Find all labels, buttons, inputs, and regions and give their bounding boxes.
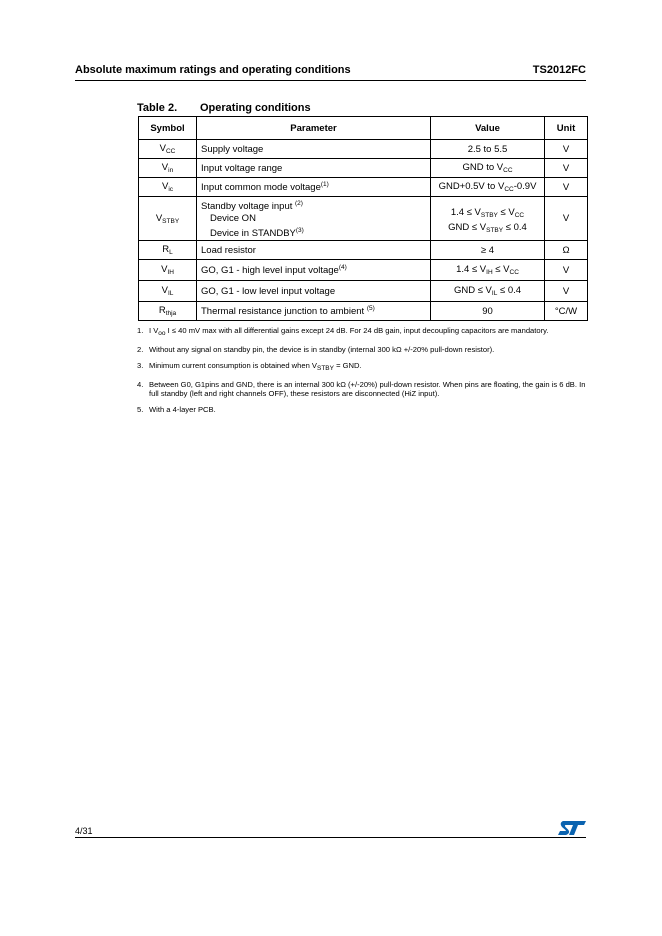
table-caption	[137, 102, 311, 114]
unit-cell: V	[545, 197, 588, 241]
unit-cell: V	[545, 260, 588, 281]
page-number: 4/31	[75, 826, 93, 836]
table-row-vcc	[139, 140, 588, 159]
value-cell: ≥ 4	[431, 241, 545, 260]
header-rule	[75, 80, 586, 81]
table-number: Table 2.	[137, 102, 178, 114]
symbol-cell: $V_{in}$	[139, 159, 197, 178]
operating-conditions-table	[138, 116, 588, 321]
table-row-vic	[139, 178, 588, 197]
symbol-cell: $V_{ic}$	[139, 178, 197, 197]
value-cell: GND+0.5V to $V_{CC}-0.9V$	[431, 178, 545, 197]
symbol-cell: $V_{IL}$	[139, 281, 197, 302]
table-row-vstby	[139, 197, 588, 241]
unit-cell: °C/W	[545, 302, 588, 321]
parameter-cell: Supply voltage	[197, 140, 431, 159]
parameter-cell: Input common mode voltage$^{(1)}$	[197, 178, 431, 197]
symbol-cell: $R_{thja}$	[139, 302, 197, 321]
symbol-cell: $R_L$	[139, 241, 197, 260]
footnote-4: 4. Between G0, G1pins and GND, there is an internal 300 kΩ (+/-20%) pull-down resistor. When pins are floating, the gain is 6 dB. In full standby (left and right channels OFF), these resistors are disconnected (HiZ input).	[137, 380, 586, 398]
footnote-3: 3. Minimum current consumption is obtained when $V_{STBY}$ = GND.	[137, 361, 362, 372]
table-title: Operating conditions	[200, 102, 311, 114]
table-row-vih	[139, 260, 588, 281]
table-row-rthja	[139, 302, 588, 321]
section-title: Absolute maximum ratings and operating conditions	[75, 64, 351, 76]
symbol-cell: $V_{CC}$	[139, 140, 197, 159]
col-header-value: Value	[431, 117, 545, 140]
unit-cell: V	[545, 140, 588, 159]
table-row-vil	[139, 281, 588, 302]
footnote-1: 1. I $V_{oo}$ I ≤ 40 mV max with all differential gains except 24 dB. For 24 dB gain, input decoupling capacitors are mandatory.	[137, 326, 549, 337]
value-cell: 2.5 to 5.5	[431, 140, 545, 159]
footnote-5: 5. With a 4-layer PCB.	[137, 405, 216, 414]
unit-cell: V	[545, 159, 588, 178]
st-logo-icon	[557, 820, 587, 841]
col-header-symbol: Symbol	[139, 117, 197, 140]
table-footnotes	[137, 326, 587, 421]
parameter-cell: Thermal resistance junction to ambient $^{(5)}$	[197, 302, 431, 321]
value-cell: GND ≤ $V_{IL} \le 0.4$	[431, 281, 545, 302]
table-header-row	[139, 117, 588, 140]
document-id: TS2012FC	[532, 64, 586, 76]
table-row-rl	[139, 241, 588, 260]
value-cell: $1.4 \le V_{IH} \le V_{CC}$	[431, 260, 545, 281]
table-row-vin	[139, 159, 588, 178]
parameter-cell: Load resistor	[197, 241, 431, 260]
unit-cell: Ω	[545, 241, 588, 260]
col-header-parameter: Parameter	[197, 117, 431, 140]
symbol-cell: $V_{STBY}$	[139, 197, 197, 241]
symbol-cell: $V_{IH}$	[139, 260, 197, 281]
col-header-unit: Unit	[545, 117, 588, 140]
value-cell: $1.4 \le V_{STBY} \le V_{CC}$ GND ≤ $V_{STBY} \le 0.4$	[431, 197, 545, 241]
footer-rule	[75, 837, 586, 838]
parameter-cell: GO, G1 - high level input voltage$^{(4)}$	[197, 260, 431, 281]
footnote-2: 2. Without any signal on standby pin, the device is in standby (internal 300 kΩ +/-20% pull-down resistor).	[137, 345, 495, 354]
parameter-cell: Input voltage range	[197, 159, 431, 178]
unit-cell: V	[545, 178, 588, 197]
unit-cell: V	[545, 281, 588, 302]
parameter-cell: GO, G1 - low level input voltage	[197, 281, 431, 302]
value-cell: GND to $V_{CC}$	[431, 159, 545, 178]
value-cell: 90	[431, 302, 545, 321]
parameter-cell: Standby voltage input $^{(2)}$ Device ON Device in STANDBY$^{(3)}$	[197, 197, 431, 241]
